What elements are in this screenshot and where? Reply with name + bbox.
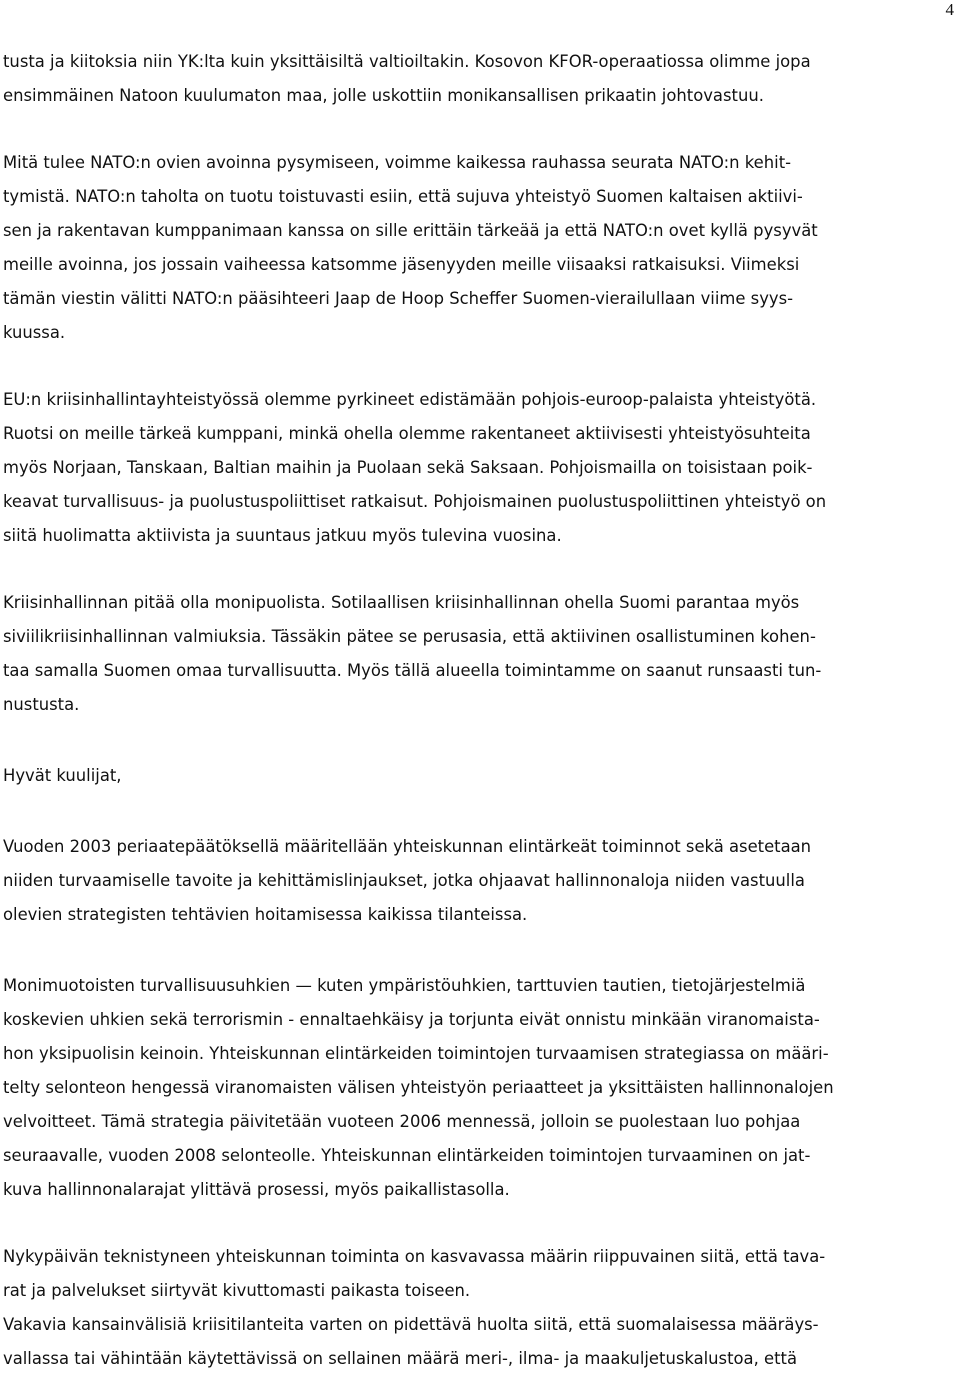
text-line: tusta ja kiitoksia niin YK:lta kuin yksittäisiltä valtioiltakin. Kosovon KFOR-operaatiossa olimme jopa bbox=[3, 52, 811, 71]
text-line: rat ja palvelukset siirtyvät kivuttomasti paikasta toiseen. bbox=[3, 1281, 471, 1300]
text-line: niiden turvaamiselle tavoite ja kehittämislinjaukset, jotka ohjaavat hallinnonaloja niiden vastuulla bbox=[3, 871, 805, 890]
text-line: meille avoinna, jos jossain vaiheessa katsomme jäsenyyden meille viisaaksi ratkaisuksi. Viimeksi bbox=[3, 255, 800, 274]
document-body bbox=[3, 45, 955, 1376]
text-line: sen ja rakentavan kumppanimaan kanssa on sille erittäin tärkeää ja että NATO:n ovet kyllä pysyvät bbox=[3, 221, 818, 240]
text-line: koskevien uhkien sekä terrorismin - ennaltaehkäisy ja torjunta eivät onnistu minkään viranomaista- bbox=[3, 1010, 820, 1029]
text-line: velvoitteet. Tämä strategia päivitetään vuoteen 2006 mennessä, jolloin se puolestaan luo pohjaa bbox=[3, 1112, 801, 1131]
paragraph bbox=[3, 146, 955, 350]
paragraph bbox=[3, 830, 955, 932]
text-line: seuraavalle, vuoden 2008 selonteolle. Yhteiskunnan elintärkeiden toimintojen turvaaminen on jat- bbox=[3, 1146, 811, 1165]
text-line: myös Norjaan, Tanskaan, Baltian maihin ja Puolaan sekä Saksaan. Pohjoismailla on toisistaan poik- bbox=[3, 458, 813, 477]
text-line: tämän viestin välitti NATO:n pääsihteeri Jaap de Hoop Scheffer Suomen-vierailullaan viime syys- bbox=[3, 289, 794, 308]
paragraph bbox=[3, 1240, 955, 1308]
text-line: vallassa tai vähintään käytettävissä on sellainen määrä meri-, ilma- ja maakuljetuskalustoa, että bbox=[3, 1349, 798, 1368]
text-line: taa samalla Suomen omaa turvallisuutta. Myös tällä alueella toimintamme on saanut runsaasti tun- bbox=[3, 661, 822, 680]
salutation: Hyvät kuulijat, bbox=[3, 766, 122, 785]
text-line: nustusta. bbox=[3, 695, 80, 714]
text-line: Vakavia kansainvälisiä kriisitilanteita varten on pidettävä huolta siitä, että suomalaisessa määräys- bbox=[3, 1315, 819, 1334]
paragraph bbox=[3, 45, 955, 113]
text-line: keavat turvallisuus- ja puolustuspoliittiset ratkaisut. Pohjoismainen puolustuspoliittinen yhteistyö on bbox=[3, 492, 827, 511]
text-line: Nykypäivän teknistyneen yhteiskunnan toiminta on kasvavassa määrin riippuvainen siitä, että tava- bbox=[3, 1247, 826, 1266]
text-line: hon yksipuolisin keinoin. Yhteiskunnan elintärkeiden toimintojen turvaamisen strategiassa on määri- bbox=[3, 1044, 829, 1063]
text-line: EU:n kriisinhallintayhteistyössä olemme pyrkineet edistämään pohjois-euroop-palaista yhteistyötä. bbox=[3, 390, 817, 409]
text-line: kuussa. bbox=[3, 323, 66, 342]
text-line: siviilikriisinhallinnan valmiuksia. Tässäkin pätee se perusasia, että aktiivinen osallistuminen kohen- bbox=[3, 627, 816, 646]
text-line: tymistä. NATO:n taholta on tuotu toistuvasti esiin, että sujuva yhteistyö Suomen kaltaisen aktiivi- bbox=[3, 187, 803, 206]
text-line: kuva hallinnonalarajat ylittävä prosessi, myös paikallistasolla. bbox=[3, 1180, 510, 1199]
text-line: siitä huolimatta aktiivista ja suuntaus jatkuu myös tulevina vuosina. bbox=[3, 526, 562, 545]
text-line: Monimuotoisten turvallisuusuhkien — kuten ympäristöuhkien, tarttuvien tautien, tietojärjestelmiä bbox=[3, 976, 806, 995]
paragraph bbox=[3, 586, 955, 722]
text-line: olevien strategisten tehtävien hoitamisessa kaikissa tilanteissa. bbox=[3, 905, 528, 924]
paragraph bbox=[3, 1308, 955, 1376]
page-number: 4 bbox=[945, 0, 954, 19]
paragraph bbox=[3, 969, 955, 1207]
text-line: ensimmäinen Natoon kuulumaton maa, jolle uskottiin monikansallisen prikaatin johtovastuu. bbox=[3, 86, 764, 105]
text-line: Vuoden 2003 periaatepäätöksellä määritellään yhteiskunnan elintärkeät toiminnot sekä asetetaan bbox=[3, 837, 812, 856]
paragraph bbox=[3, 759, 955, 793]
text-line: Kriisinhallinnan pitää olla monipuolista. Sotilaallisen kriisinhallinnan ohella Suomi parantaa myös bbox=[3, 593, 800, 612]
text-line: Mitä tulee NATO:n ovien avoinna pysymiseen, voimme kaikessa rauhassa seurata NATO:n kehit- bbox=[3, 153, 792, 172]
text-line: Ruotsi on meille tärkeä kumppani, minkä ohella olemme rakentaneet aktiivisesti yhteistyösuhteita bbox=[3, 424, 811, 443]
text-line: telty selonteon hengessä viranomaisten välisen yhteistyön periaatteet ja yksittäisten hallinnonalojen bbox=[3, 1078, 834, 1097]
paragraph bbox=[3, 383, 955, 553]
